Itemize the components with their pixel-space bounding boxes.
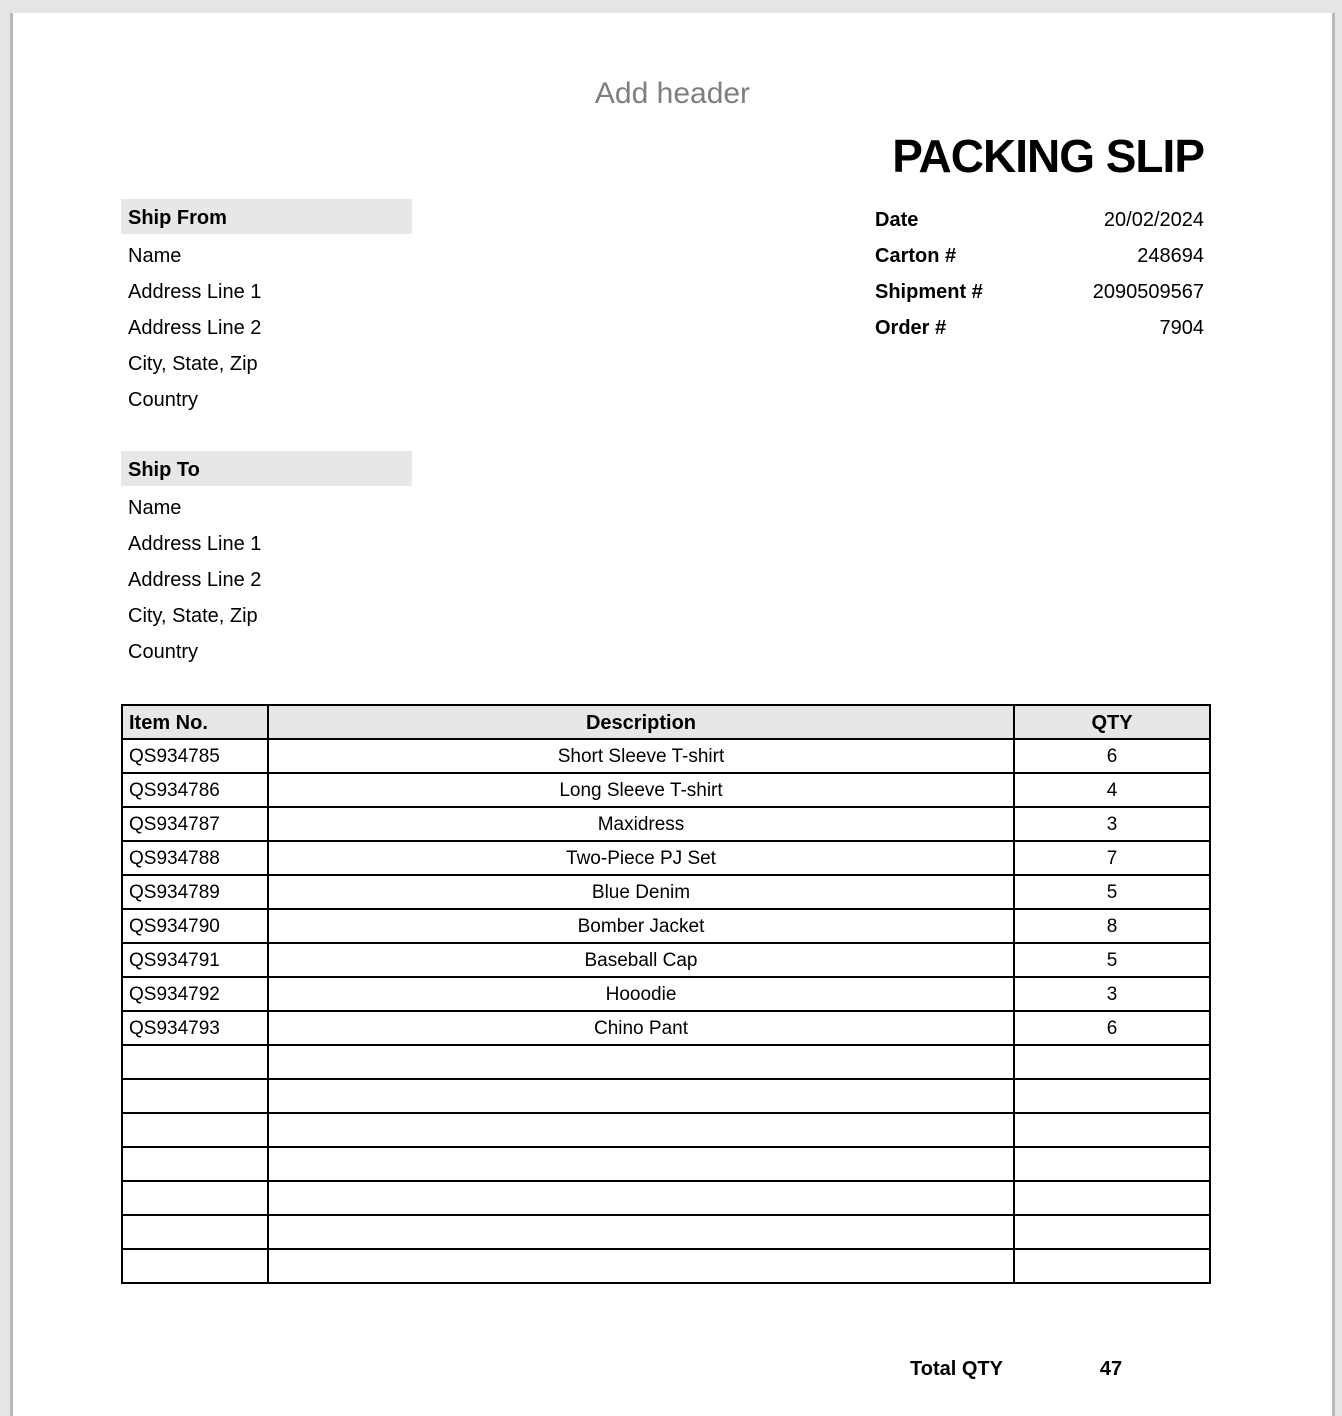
item-no-cell: QS934788 [122,841,268,875]
description-cell: Two-Piece PJ Set [268,841,1014,875]
description-cell: Chino Pant [268,1011,1014,1045]
description-cell: Long Sleeve T-shirt [268,773,1014,807]
ship-from-heading: Ship From [121,199,412,234]
description-cell: Bomber Jacket [268,909,1014,943]
total-qty-label: Total QTY [910,1358,1003,1380]
total-qty-value: 47 [1099,1358,1123,1380]
empty-table-row [122,1215,1210,1249]
qty-cell: 5 [1014,875,1210,909]
meta-value: 248694 [1137,245,1204,267]
qty-cell: 7 [1014,841,1210,875]
description-cell: Maxidress [268,807,1014,841]
page-content [13,13,1332,1413]
ship-from-line: Address Line 2 [128,317,262,339]
meta-label: Carton # [875,245,957,267]
ship-from-line: Name [128,245,182,267]
meta-label: Shipment # [875,281,983,303]
empty-table-row [122,1147,1210,1181]
empty-table-row [122,1113,1210,1147]
empty-table-row [122,1249,1210,1283]
ship-to-line: Country [128,641,199,663]
total-row [121,1345,1209,1381]
item-no-cell: QS934787 [122,807,268,841]
items-table [121,704,1211,1284]
qty-cell: 3 [1014,807,1210,841]
empty-table-row [122,1045,1210,1079]
meta-value: 2090509567 [1092,281,1204,303]
document-page [10,13,1335,1416]
table-row [122,773,1210,807]
item-no-cell: QS934793 [122,1011,268,1045]
item-no-cell: QS934789 [122,875,268,909]
ship-to-heading: Ship To [121,451,412,486]
ship-to-line: City, State, Zip [128,605,258,627]
qty-cell: 3 [1014,977,1210,1011]
table-row [122,943,1210,977]
column-header-item-no: Item No. [122,705,268,739]
qty-cell: 4 [1014,773,1210,807]
table-row [122,739,1210,773]
item-no-cell: QS934790 [122,909,268,943]
page-title: PACKING SLIP [892,130,1204,182]
column-header-description: Description [268,705,1014,739]
item-no-cell: QS934791 [122,943,268,977]
meta-label: Date [875,209,919,231]
meta-row-carton [875,235,1204,271]
empty-table-row [122,1079,1210,1113]
meta-value: 7904 [1159,317,1204,339]
table-row [122,977,1210,1011]
qty-cell: 5 [1014,943,1210,977]
ship-to-line: Address Line 1 [128,533,262,555]
add-header-placeholder[interactable]: Add header [594,77,751,110]
meta-row-shipment [875,271,1204,307]
table-row [122,875,1210,909]
table-row [122,1011,1210,1045]
table-header-row [122,705,1210,739]
meta-row-order [875,307,1204,343]
description-cell: Baseball Cap [268,943,1014,977]
ship-to-line: Address Line 2 [128,569,262,591]
column-header-qty: QTY [1014,705,1210,739]
description-cell: Short Sleeve T-shirt [268,739,1014,773]
qty-cell: 6 [1014,739,1210,773]
qty-cell: 8 [1014,909,1210,943]
meta-label: Order # [875,317,947,339]
table-row [122,807,1210,841]
qty-cell: 6 [1014,1011,1210,1045]
item-no-cell: QS934785 [122,739,268,773]
meta-value: 20/02/2024 [1103,209,1204,231]
empty-table-row [122,1181,1210,1215]
item-no-cell: QS934792 [122,977,268,1011]
ship-to-line: Name [128,497,182,519]
ship-from-line: City, State, Zip [128,353,258,375]
ship-from-line: Address Line 1 [128,281,262,303]
description-cell: Blue Denim [268,875,1014,909]
item-no-cell: QS934786 [122,773,268,807]
description-cell: Hooodie [268,977,1014,1011]
ship-from-line: Country [128,389,199,411]
table-row [122,909,1210,943]
table-row [122,841,1210,875]
meta-row-date [875,199,1204,235]
